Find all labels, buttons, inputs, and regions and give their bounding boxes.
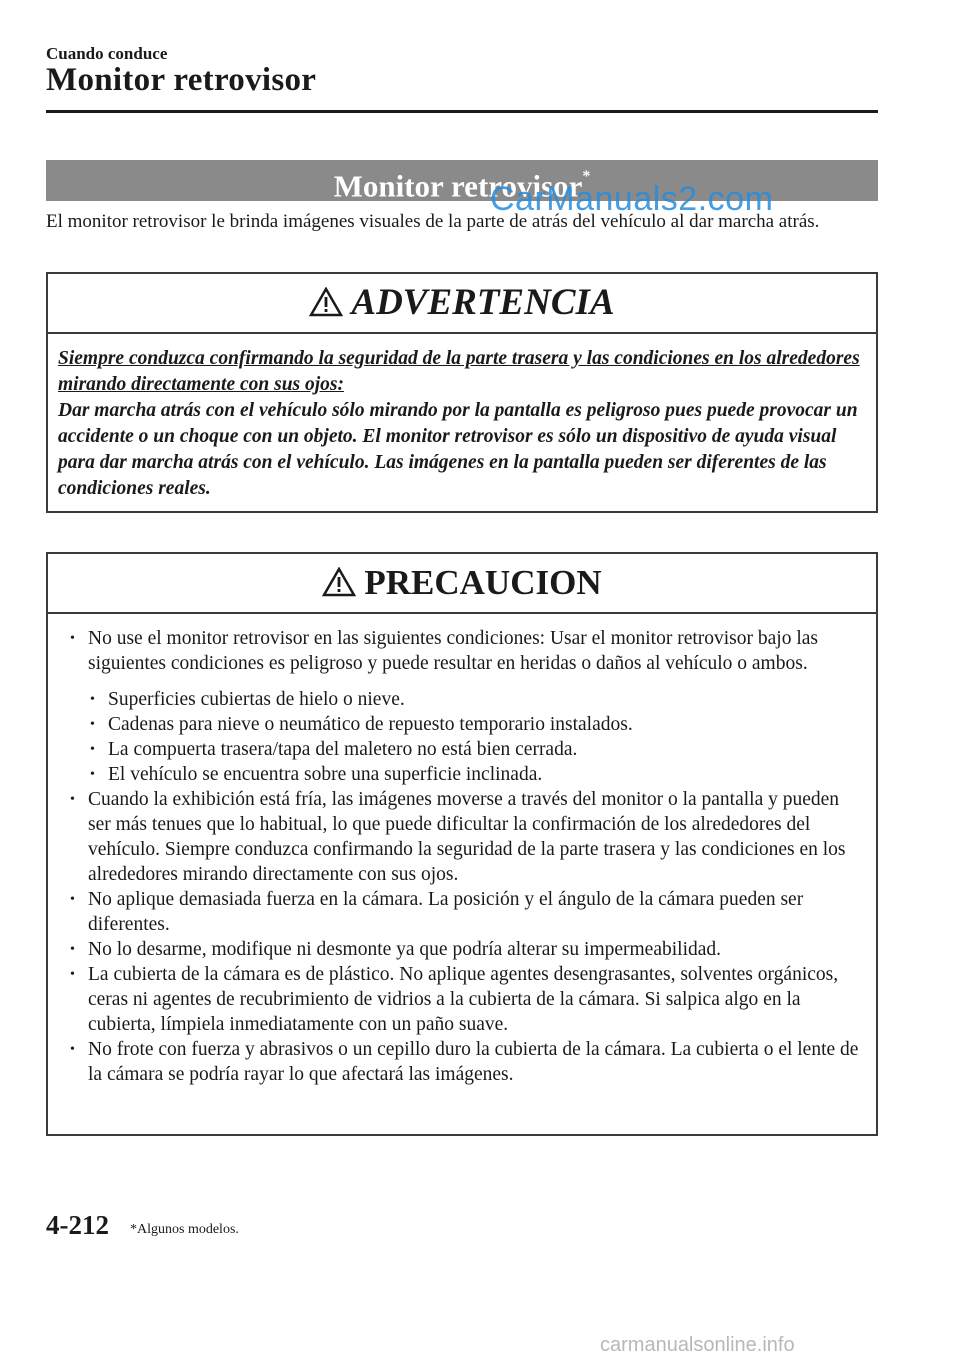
caution-item: • La cubierta de la cámara es de plástico. No aplique agentes desengrasantes, solventes orgánicos, ceras ni agentes de recubrimiento de vidrios a la cubierta de la cámara. Si salpica algo en la cubierta, límpiela inmediatamente con un paño suave. [66, 962, 866, 1037]
footnote: *Algunos modelos. [130, 1222, 239, 1237]
watermark: CarManuals2.com [490, 180, 774, 218]
section-label: Cuando conduce [46, 44, 168, 63]
warning-text: Dar marcha atrás con el vehículo sólo mirando por la pantalla es peligroso pues puede provocar un accidente o un choque con un objeto. El monitor retrovisor es sólo un dispositivo de ayuda visual para dar marcha atrás con el vehículo. Las imágenes en la pantalla pueden ser diferentes de las condiciones reales. [58, 400, 858, 499]
caution-subitem: • El vehículo se encuentra sobre una superficie inclinada. [86, 762, 866, 787]
banner-title: Monitor retrovisor [333, 168, 583, 204]
caution-box [46, 552, 878, 1136]
caution-item: • No lo desarme, modifique ni desmonte ya que podría alterar su impermeabilidad. [66, 937, 866, 962]
intro-paragraph: El monitor retrovisor le brinda imágenes visuales de la parte de atrás del vehículo al dar marcha atrás. [46, 211, 820, 232]
caution-subitem: • La compuerta trasera/tapa del maletero no está bien cerrada. [86, 737, 866, 762]
caution-title: PRECAUCION [364, 563, 602, 602]
page-title: Monitor retrovisor [46, 62, 317, 98]
warning-title: ADVERTENCIA [351, 282, 615, 323]
site-watermark: carmanualsonline.info [600, 1334, 795, 1356]
warning-header [48, 274, 876, 334]
warning-body [48, 334, 876, 502]
title-divider [46, 110, 878, 113]
banner-asterisk: * [582, 168, 591, 185]
caution-subitem: • Superficies cubiertas de hielo o nieve. [86, 687, 866, 712]
caution-item: • No use el monitor retrovisor en las siguientes condiciones: Usar el monitor retrovisor bajo las siguientes condiciones es peligroso y puede resultar en heridas o daños al vehículo o ambos. [66, 626, 866, 676]
caution-body [48, 614, 876, 1087]
caution-header [48, 554, 876, 614]
page-number: 4-212 [46, 1210, 109, 1240]
caution-item: • No aplique demasiada fuerza en la cámara. La posición y el ángulo de la cámara pueden ser diferentes. [66, 887, 866, 937]
warning-lead: Siempre conduzca confirmando la seguridad de la parte trasera y las condiciones en los alrededores mirando directamente con sus ojos: [58, 348, 860, 395]
warning-triangle-icon [309, 277, 343, 335]
caution-item: • No frote con fuerza y abrasivos o un cepillo duro la cubierta de la cámara. La cubierta o el lente de la cámara se podría rayar lo que afectará las imágenes. [66, 1037, 866, 1087]
caution-triangle-icon [322, 557, 356, 615]
warning-box [46, 272, 878, 513]
caution-subitem: • Cadenas para nieve o neumático de repuesto temporario instalados. [86, 712, 866, 737]
caution-item: • Cuando la exhibición está fría, las imágenes moverse a través del monitor o la pantalla y pueden ser más tenues que lo habitual, lo que puede dificultar la confirmación de los alrededores del vehículo. Siempre conduzca confirmando la seguridad de la parte trasera y las condiciones en los alrededores mirando directamente con sus ojos. [66, 787, 866, 887]
